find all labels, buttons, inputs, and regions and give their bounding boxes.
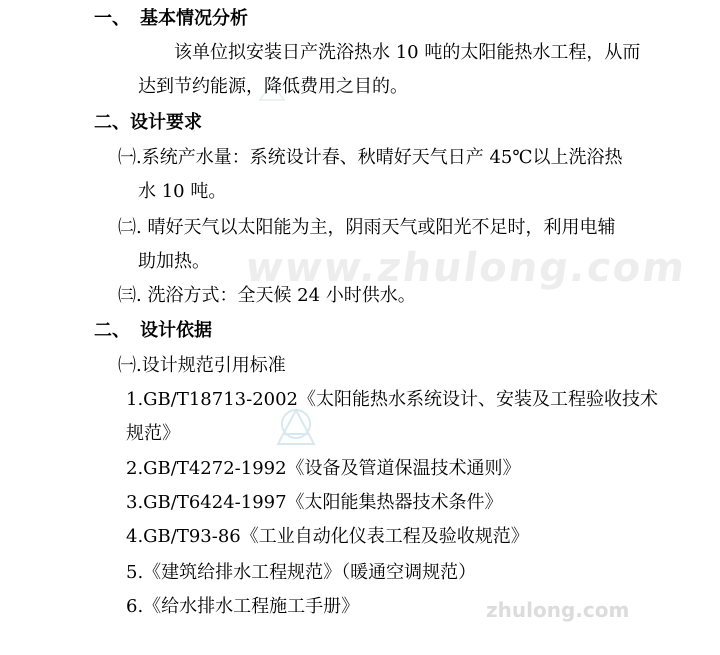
standard-item-4: 4.GB/T93-86《工业自动化仪表工程及验收规范》	[126, 526, 529, 547]
standard-item-2: 2.GB/T4272-1992《设备及管道保温技术通则》	[126, 458, 521, 479]
requirement-2-line-2: 助加热。	[138, 251, 210, 272]
standard-item-5: 5.《建筑给排水工程规范》（暖通空调规范）	[126, 562, 477, 583]
watermark-logo-icon	[268, 404, 324, 450]
standard-item-6: 6.《给水排水工程施工手册》	[126, 596, 360, 617]
intro-paragraph-line-1: 该单位拟安装日产洗浴热水 10 吨的太阳能热水工程，从而	[174, 42, 641, 63]
section-title: 基本情况分析	[140, 8, 248, 29]
intro-paragraph-line-2: 达到节约能源，降低费用之目的。	[138, 76, 408, 97]
basis-sub-heading: ㈠.设计规范引用标准	[118, 355, 286, 376]
standard-item-3: 3.GB/T6424-1997《太阳能集热器技术条件》	[126, 492, 503, 513]
requirement-3-line-1: ㈢. 洗浴方式：全天候 24 小时供水。	[118, 285, 416, 306]
section-number: 二、	[94, 320, 130, 341]
section-number: 一、	[94, 8, 130, 29]
section-title: 设计依据	[140, 320, 212, 341]
standard-item-1-line-1: 1.GB/T18713-2002《太阳能热水系统设计、安装及工程验收技术	[126, 389, 658, 410]
watermark-center: www.zhulong.com	[242, 245, 690, 291]
section-heading-basis	[94, 322, 212, 340]
watermark-bottom: zhulong.com	[486, 598, 630, 622]
requirement-1-line-1: ㈠.系统产水量：系统设计春、秋晴好天气日产 45℃以上洗浴热	[118, 147, 623, 168]
section-number: 二、	[94, 112, 130, 133]
requirement-2-line-1: ㈡. 晴好天气以太阳能为主，阴雨天气或阳光不足时，利用电辅	[118, 217, 616, 238]
section-heading-requirements	[94, 114, 202, 132]
section-title: 设计要求	[130, 112, 202, 133]
standard-item-1-line-2: 规范》	[126, 423, 180, 444]
section-heading-analysis	[94, 10, 248, 28]
requirement-1-line-2: 水 10 吨。	[138, 181, 227, 202]
